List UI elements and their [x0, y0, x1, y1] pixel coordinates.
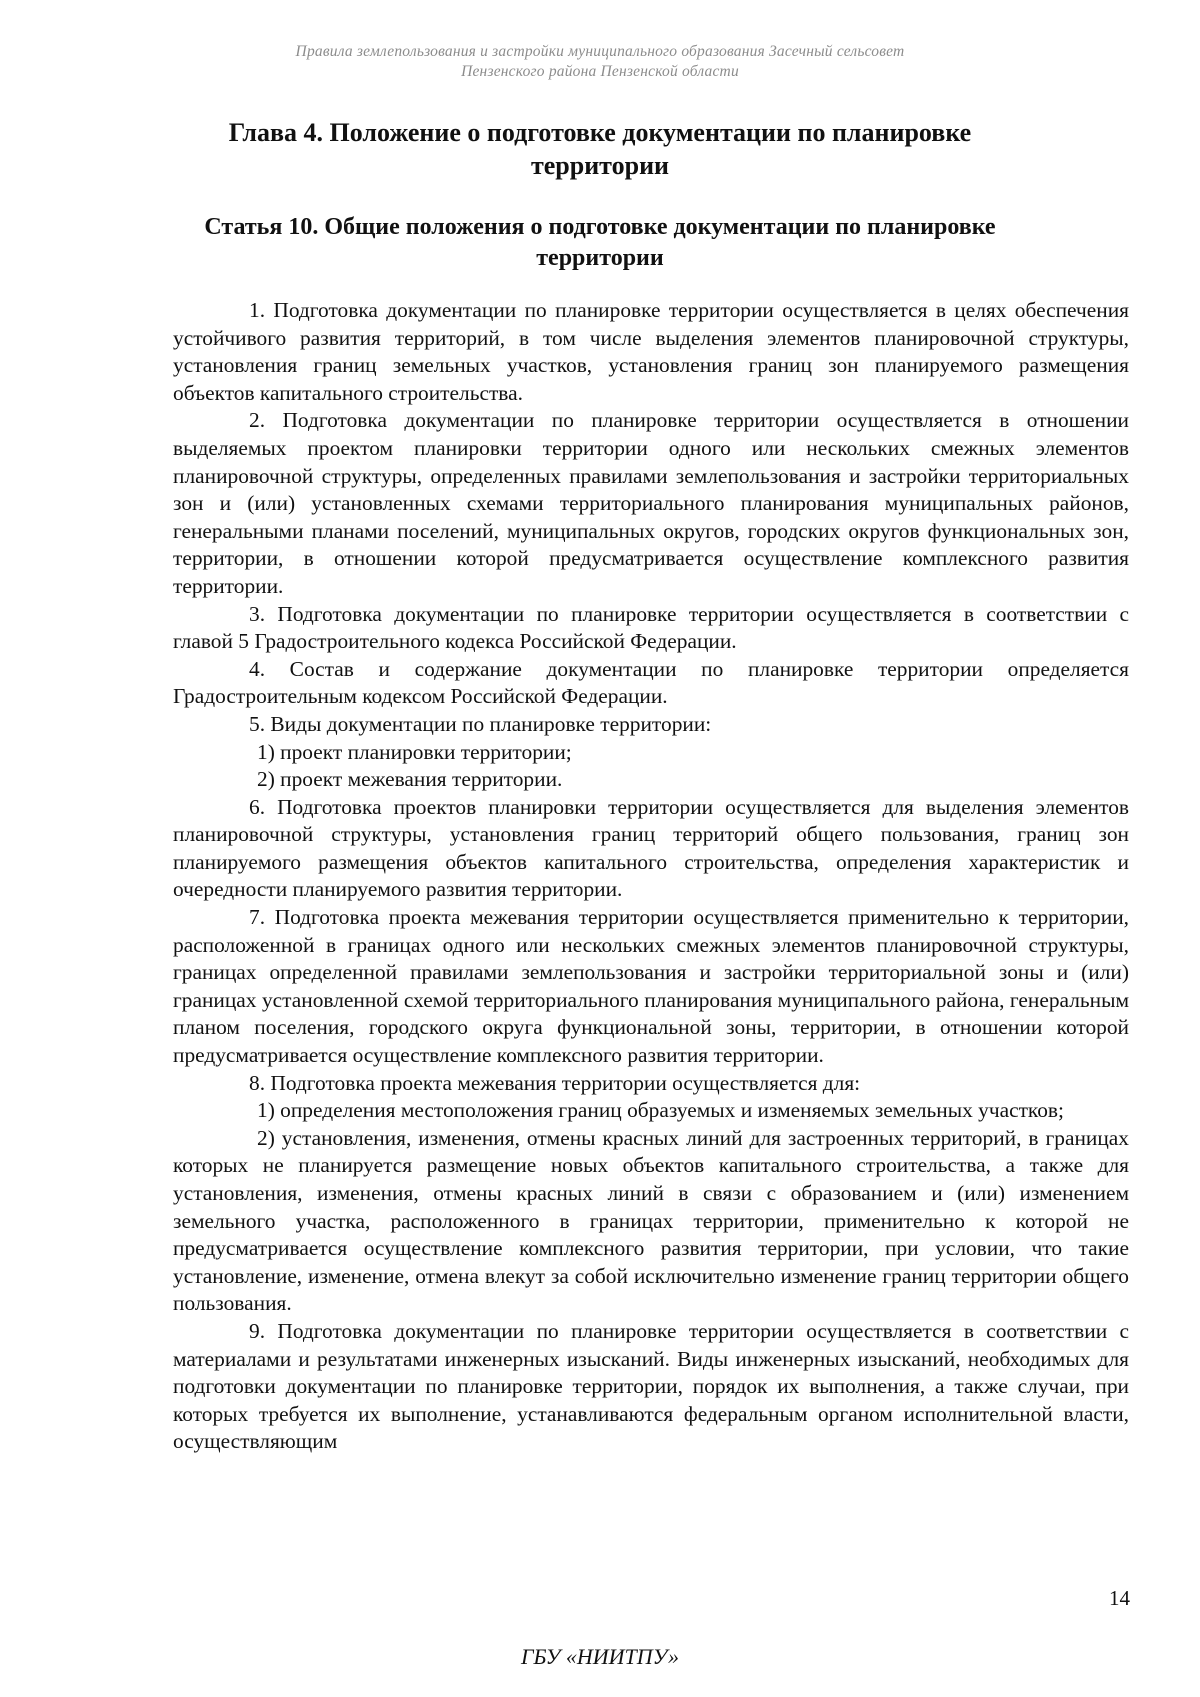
paragraph-1: 1. Подготовка документации по планировке территории осуществляется в целях обеспечения устойчивого развития территорий, в том числе выделения элементов планировочной структуры, установления границ земельных участков, установления границ зон планируемого размещения объектов капитального строительства. — [173, 298, 1129, 405]
running-header-line-1: Правила землепользования и застройки муниципального образования Засечный сельсовет — [295, 43, 905, 60]
paragraph-5: 5. Виды документации по планировке территории: — [249, 711, 712, 736]
article-body — [173, 297, 1129, 1456]
article-title: Статья 10. Общие положения о подготовке документации по планировке территории — [204, 214, 996, 271]
paragraph-8-item-2: 2) установления, изменения, отмены красных линий для застроенных территорий, в границах которых не планируется размещение новых объектов капитального строительства, а также для установления, изменения, отмены красных линий в связи с образованием и (или) изменением земельного участка, расположенного в границах территории, применительно к которой не предусматривается осуществление комплексного развития территории, при условии, что такие установление, изменение, отмена влекут за собой исключительно изменение границ территории общего пользования. — [173, 1125, 1129, 1316]
footer-organization: ГБУ «НИИТПУ» — [520, 1644, 680, 1669]
paragraph-8-item-1: 1) определения местоположения границ образуемых и изменяемых земельных участков; — [257, 1098, 1064, 1123]
running-header — [180, 42, 1020, 82]
paragraph-3: 3. Подготовка документации по планировке территории осуществляется в соответствии с главой 5 Градостроительного кодекса Российской Федерации. — [173, 601, 1129, 654]
paragraph-8: 8. Подготовка проекта межевания территории осуществляется для: — [249, 1070, 861, 1095]
chapter-title: Глава 4. Положение о подготовке документации по планировке территории — [228, 118, 972, 180]
paragraph-6: 6. Подготовка проектов планировки территории осуществляется для выделения элементов планировочной структуры, установления границ территорий общего пользования, границ зон планируемого размещения объектов капитального строительства, определения характеристик и очередности планируемого развития территории. — [173, 794, 1129, 902]
paragraph-4: 4. Состав и содержание документации по планировке территории определяется Градостроительным кодексом Российской Федерации. — [173, 656, 1129, 709]
paragraph-2: 2. Подготовка документации по планировке территории осуществляется в отношении выделяемых проектом планировки территории одного или нескольких смежных элементов планировочной структуры, определенных правилами землепользования и застройки территориальных зон и (или) установленных схемами территориального планирования муниципальных районов, генеральными планами поселений, муниципальных округов, городских округов функциональных зон, территории, в отношении которой предусматривается осуществление комплексного развития территории. — [173, 408, 1129, 598]
paragraph-5-item-2: 2) проект межевания территории. — [257, 767, 563, 792]
page-number: 14 — [1109, 1586, 1130, 1610]
paragraph-5-item-1: 1) проект планировки территории; — [257, 739, 572, 764]
paragraph-7: 7. Подготовка проекта межевания территории осуществляется применительно к территории, расположенной в границах одного или нескольких смежных элементов планировочной структуры, границах определенной правилами землепользования и застройки территориальной зоны и (или) границах установленной схемой территориального планирования муниципального района, генеральным планом поселения, городского округа функциональной зоны, территории, в отношении которой предусматривается осуществление комплексного развития территории. — [173, 905, 1129, 1068]
running-header-line-2: Пензенского района Пензенской области — [461, 63, 739, 80]
paragraph-9: 9. Подготовка документации по планировке территории осуществляется в соответствии с материалами и результатами инженерных изысканий. Виды инженерных изысканий, необходимых для подготовки документации по планировке территории, порядок их выполнения, а также случаи, при которых требуется их выполнение, устанавливаются федеральным органом исполнительной власти, осуществляющим — [173, 1318, 1129, 1454]
